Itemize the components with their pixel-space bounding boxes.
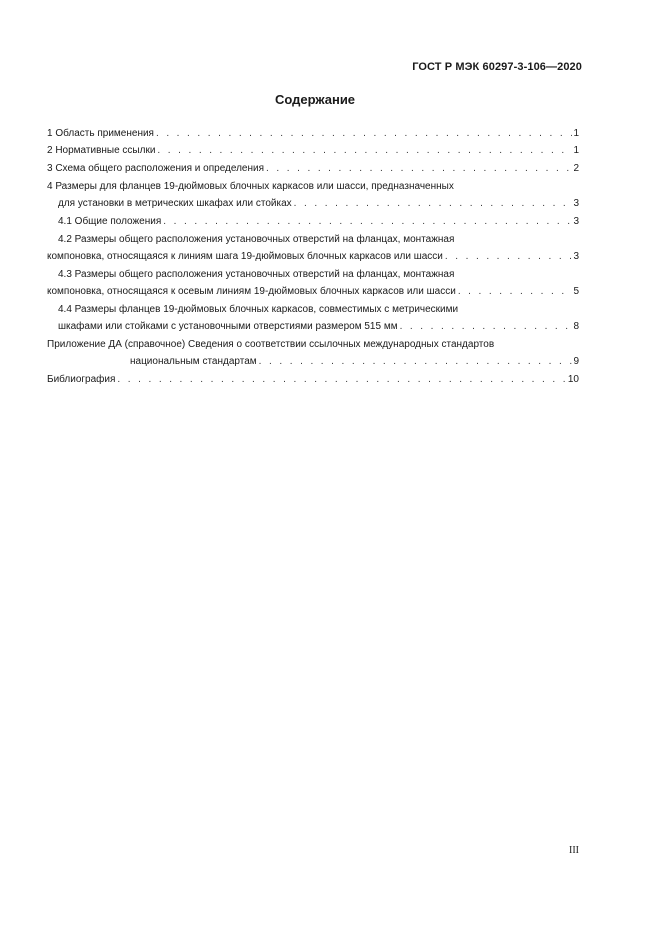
toc-leader-dots	[157, 142, 572, 159]
toc-entry-text-line1: Приложение ДА (справочное) Сведения о соответствии ссылочных международных стандартов	[47, 339, 495, 350]
toc-entry-center-lines[interactable]	[47, 266, 579, 300]
toc-entry-text: 2 Нормативные ссылки	[47, 145, 156, 156]
toc-entry-general[interactable]	[47, 213, 579, 230]
toc-entry-text: Библиография	[47, 374, 116, 385]
toc-entry-flange-dimensions[interactable]	[47, 178, 579, 212]
toc-entry-page: 3	[573, 198, 579, 209]
toc-title: Содержание	[274, 92, 356, 107]
toc-entry-text-line2: шкафами или стойками с установочными отверстиями размером 515 мм	[58, 321, 398, 332]
toc-entry-bibliography[interactable]	[47, 371, 579, 388]
toc-entry-text-line1: 4.3 Размеры общего расположения установочных отверстий на фланцах, монтажная	[58, 269, 455, 280]
toc-entry-text: 1 Область применения	[47, 128, 154, 139]
toc-entry-text-line2: компоновка, относящаяся к линиям шага 19-дюймовых блочных каркасов или шасси	[47, 251, 443, 262]
toc-entry-page: 1	[573, 145, 579, 156]
toc-entry-text-line2: национальным стандартам	[130, 356, 257, 367]
toc-leader-dots	[259, 353, 573, 370]
toc-leader-dots	[266, 160, 572, 177]
toc-entry-page: 3	[573, 216, 579, 227]
toc-leader-dots	[156, 125, 572, 142]
toc-entry-layout-definitions[interactable]	[47, 160, 579, 177]
toc-entry-text: 4.1 Общие положения	[58, 216, 162, 227]
toc-entry-page: 10	[567, 374, 579, 385]
toc-entry-pitch-lines[interactable]	[47, 231, 579, 265]
toc-entry-page: 2	[573, 163, 579, 174]
toc-entry-text-line2: для установки в метрических шкафах или стойках	[58, 198, 292, 209]
toc-entry-scope[interactable]	[47, 125, 579, 142]
toc-leader-dots	[445, 248, 573, 265]
toc-leader-dots	[117, 371, 566, 388]
page-number: III	[569, 845, 579, 856]
toc-entry-metric-cabinets[interactable]	[47, 301, 579, 335]
toc-entry-text: 3 Схема общего расположения и определения	[47, 163, 265, 174]
toc-leader-dots	[294, 195, 573, 212]
toc-entry-text-line2: компоновка, относящаяся к осевым линиям 19-дюймовых блочных каркасов или шасси	[47, 286, 456, 297]
toc-entry-text-line1: 4.2 Размеры общего расположения установочных отверстий на фланцах, монтажная	[58, 234, 455, 245]
table-of-contents	[47, 125, 579, 388]
toc-entry-page: 5	[573, 286, 579, 297]
toc-entry-page: 9	[573, 356, 579, 367]
toc-leader-dots	[458, 283, 573, 300]
toc-entry-appendix-da[interactable]	[47, 336, 579, 370]
toc-leader-dots	[163, 213, 572, 230]
toc-entry-page: 3	[573, 251, 579, 262]
toc-entry-page: 1	[573, 128, 579, 139]
toc-entry-text-line1: 4.4 Размеры фланцев 19-дюймовых блочных каркасов, совместимых с метрическими	[58, 304, 459, 315]
toc-entry-page: 8	[573, 321, 579, 332]
toc-leader-dots	[400, 318, 573, 335]
document-code: ГОСТ Р МЭК 60297-3-106—2020	[412, 61, 582, 73]
toc-entry-normative-references[interactable]	[47, 142, 579, 159]
toc-entry-text-line1: 4 Размеры для фланцев 19-дюймовых блочных каркасов или шасси, предназначенных	[47, 181, 454, 192]
